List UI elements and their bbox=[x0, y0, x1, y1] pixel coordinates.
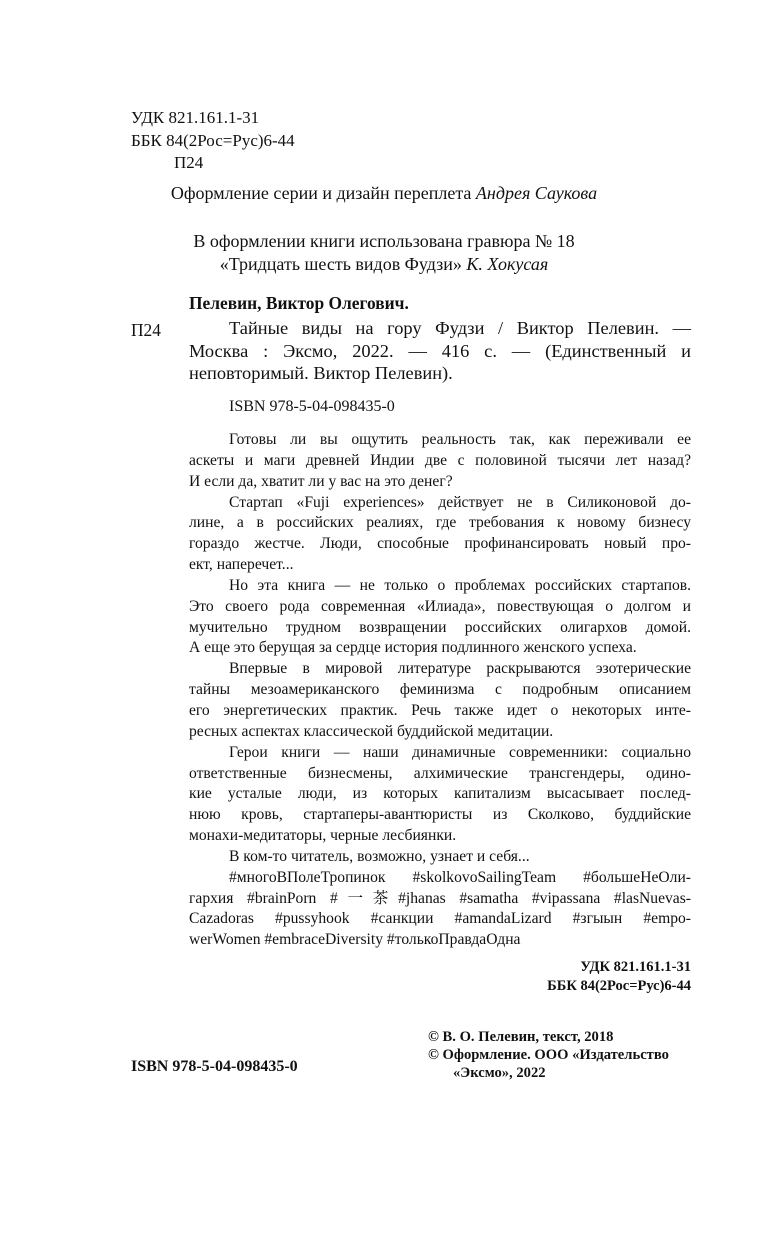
bibliography-line: Москва : Эксмо, 2022. — 416 с. — (Единственный и bbox=[189, 340, 691, 361]
bibliography-line: неповторимый. Виктор Пелевин). bbox=[189, 363, 453, 383]
hashtag-line: #многоВПолеТропинок #skolkovoSailingTeam #большеНеОли- bbox=[229, 868, 691, 886]
annotation-line: лине, а в российских реалиях, где требования к новому бизнесу bbox=[189, 514, 691, 532]
annotation-line: Это своего рода современная «Илиада», повествующая о долгом и bbox=[189, 597, 691, 615]
annotation-line: его энергетических практик. Речь также идет о некоторых инте- bbox=[189, 701, 691, 719]
annotation-line: А еще это берущая за сердце история подлинного женского успеха. bbox=[189, 639, 637, 657]
bibliography-isbn: ISBN 978-5-04-098435-0 bbox=[229, 398, 395, 415]
hashtag-line: гархия #brainPorn #一茶#jhanas #samatha #vipassana #lasNuevas- bbox=[189, 889, 691, 907]
annotation bbox=[189, 430, 691, 951]
bibliography-line: Тайные виды на гору Фудзи / Виктор Пелевин. — bbox=[229, 318, 691, 338]
annotation-line: нюю кровь, стартаперы-авантюристы из Сколково, буддийские bbox=[189, 806, 691, 824]
udk-code: УДК 821.161.1-31 bbox=[131, 108, 260, 127]
annotation-line: Герои книги — наши динамичные современники: социально bbox=[229, 743, 691, 761]
annotation-line: ответственные бизнесмены, алхимические трансгендеры, одино- bbox=[189, 764, 691, 782]
copyright-publisher: «Эксмо», 2022 bbox=[453, 1065, 546, 1081]
udk-code-bold: УДК 821.161.1-31 bbox=[580, 959, 691, 975]
annotation-line: ресных аспектах классической буддийской медитации. bbox=[189, 722, 554, 740]
hashtag-line: werWomen #embraceDiversity #толькоПравдаОдна bbox=[189, 931, 521, 949]
annotation-paragraph bbox=[189, 576, 691, 659]
copyright-design: © Оформление. ООО «Издательство bbox=[428, 1047, 669, 1063]
engraving-author: К. Хокусая bbox=[466, 254, 549, 274]
isbn-bottom: ISBN 978-5-04-098435-0 bbox=[131, 1058, 298, 1075]
annotation-paragraph bbox=[189, 659, 691, 742]
annotation-line: Впервые в мировой литературе раскрываются эзотерические bbox=[229, 660, 691, 678]
copyright-text: © В. О. Пелевин, текст, 2018 bbox=[428, 1029, 614, 1045]
engraving-credit-line1: В оформлении книги использована гравюра № 18 bbox=[193, 231, 575, 251]
annotation-line: Готовы ли вы ощутить реальность так, как переживали ее bbox=[229, 431, 691, 448]
bibliography-description bbox=[189, 317, 691, 385]
annotation-line: мучительно трудном возвращении российских олигархов домой. bbox=[189, 618, 691, 636]
design-credit bbox=[0, 182, 768, 204]
design-credit-text: Оформление серии и дизайн переплета bbox=[170, 183, 476, 203]
hashtag-line: Cazadoras #pussyhook #санкции #amandaLizard #згыын #empo- bbox=[189, 910, 691, 928]
author-mark: П24 bbox=[174, 153, 204, 172]
annotation-paragraph bbox=[189, 493, 691, 576]
annotation-line: И если да, хватит ли у вас на это денег? bbox=[189, 472, 453, 490]
annotation-line: аскеты и маги древней Индии две с половиной тысячи лет назад? bbox=[189, 451, 691, 469]
annotation-line: монахи-медитаторы, черные лесбиянки. bbox=[189, 827, 457, 845]
annotation-line: Стартап «Fuji experiences» действует не в Силиконовой до- bbox=[229, 493, 691, 511]
annotation-paragraph bbox=[189, 743, 691, 847]
annotation-line: Но эта книга — не только о проблемах российских стартапов. bbox=[229, 576, 691, 594]
annotation-line: ект, наперечет... bbox=[189, 556, 294, 574]
bbk-code-bold: ББК 84(2Рос=Рус)6-44 bbox=[547, 978, 691, 994]
annotation-line: кие усталые люди, из которых капитализм высасывает послед- bbox=[189, 785, 691, 803]
bibliography-author: Пелевин, Виктор Олегович. bbox=[189, 293, 409, 313]
annotation-paragraph bbox=[189, 847, 691, 868]
bbk-code: ББК 84(2Рос=Рус)6-44 bbox=[131, 131, 295, 150]
engraving-credit-line2 bbox=[0, 253, 768, 275]
hashtags bbox=[189, 868, 691, 951]
annotation-line: В ком-то читатель, возможно, узнает и себя... bbox=[229, 847, 530, 865]
designer-name: Андрея Саукова bbox=[475, 183, 598, 203]
bibliography-mark: П24 bbox=[131, 320, 161, 340]
annotation-paragraph bbox=[189, 430, 691, 493]
annotation-line: гораздо жестче. Люди, способные профинансировать новый про- bbox=[189, 535, 691, 553]
annotation-line: тайны мезоамериканского феминизма с подробным описанием bbox=[189, 681, 691, 699]
engraving-title: «Тридцать шесть видов Фудзи» bbox=[219, 254, 467, 274]
